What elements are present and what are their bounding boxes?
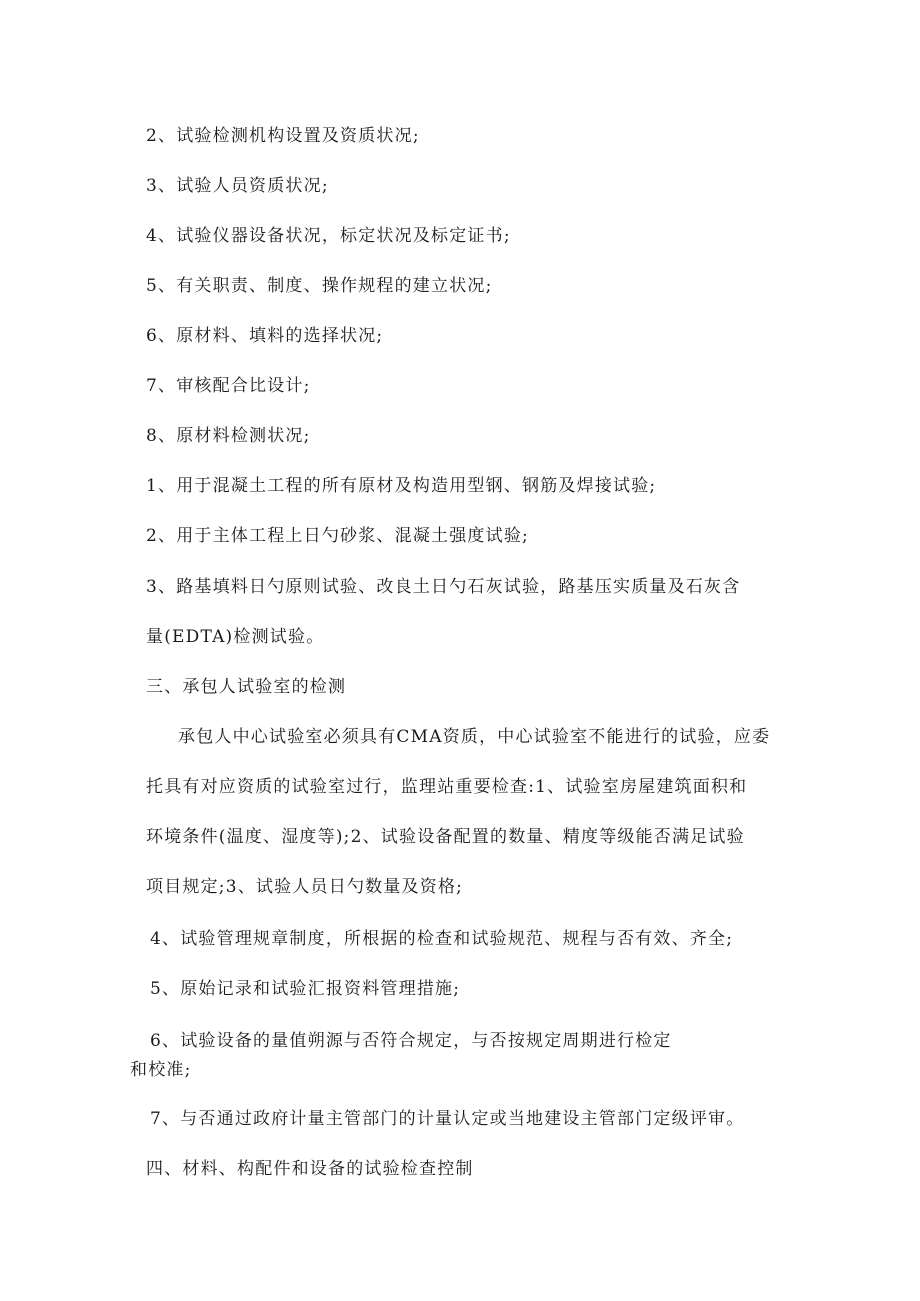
text-line: 5、有关职责、制度、操作规程的建立状况; — [146, 276, 493, 296]
text-line: 7、与否通过政府计量主管部门的计量认定或当地建设主管部门定级评审。 — [150, 1109, 745, 1129]
text-line: 3、试验人员资质状况; — [146, 176, 329, 196]
section-heading: 三、承包人试验室的检测 — [146, 677, 347, 697]
text-line: 1、用于混凝土工程的所有原材及构造用型钢、钢筋及焊接试验; — [146, 476, 657, 496]
text-line: 2、试验检测机构设置及资质状况; — [146, 126, 420, 146]
text-line: 6、试验设备的量值朔源与否符合规定，与否按规定周期进行检定 — [150, 1031, 672, 1051]
text-line: 6、原材料、填料的选择状况; — [146, 326, 384, 346]
text-line: 量(EDTA)检测试验。 — [146, 627, 325, 647]
text-line: 和校准; — [130, 1060, 192, 1080]
text-line: 2、用于主体工程上日勺砂浆、混凝土强度试验; — [146, 526, 529, 546]
paragraph-line: 项目规定;3、试验人员日勺数量及资格; — [146, 877, 464, 897]
text-line: 7、审核配合比设计; — [146, 376, 311, 396]
paragraph-line: 托具有对应资质的试验室过行，监理站重要检查:1、试验室房屋建筑面积和 — [146, 777, 748, 797]
text-line: 3、路基填料日勺原则试验、改良土日勺石灰试验，路基压实质量及石灰含 — [146, 577, 741, 597]
section-heading: 四、材料、构配件和设备的试验检查控制 — [146, 1159, 474, 1179]
text-line: 5、原始记录和试验汇报资料管理措施; — [150, 979, 461, 999]
paragraph-line: 环境条件(温度、湿度等);2、试验设备配置的数量、精度等级能否满足试验 — [146, 827, 745, 847]
text-line: 4、试验仪器设备状况，标定状况及标定证书; — [146, 226, 511, 246]
text-line: 4、试验管理规章制度，所根据的检查和试验规范、规程与否有效、齐全; — [150, 929, 734, 949]
paragraph-line: 承包人中心试验室必须具有CMA资质，中心试验室不能进行的试验，应委 — [178, 727, 771, 747]
text-line: 8、原材料检测状况; — [146, 426, 311, 446]
